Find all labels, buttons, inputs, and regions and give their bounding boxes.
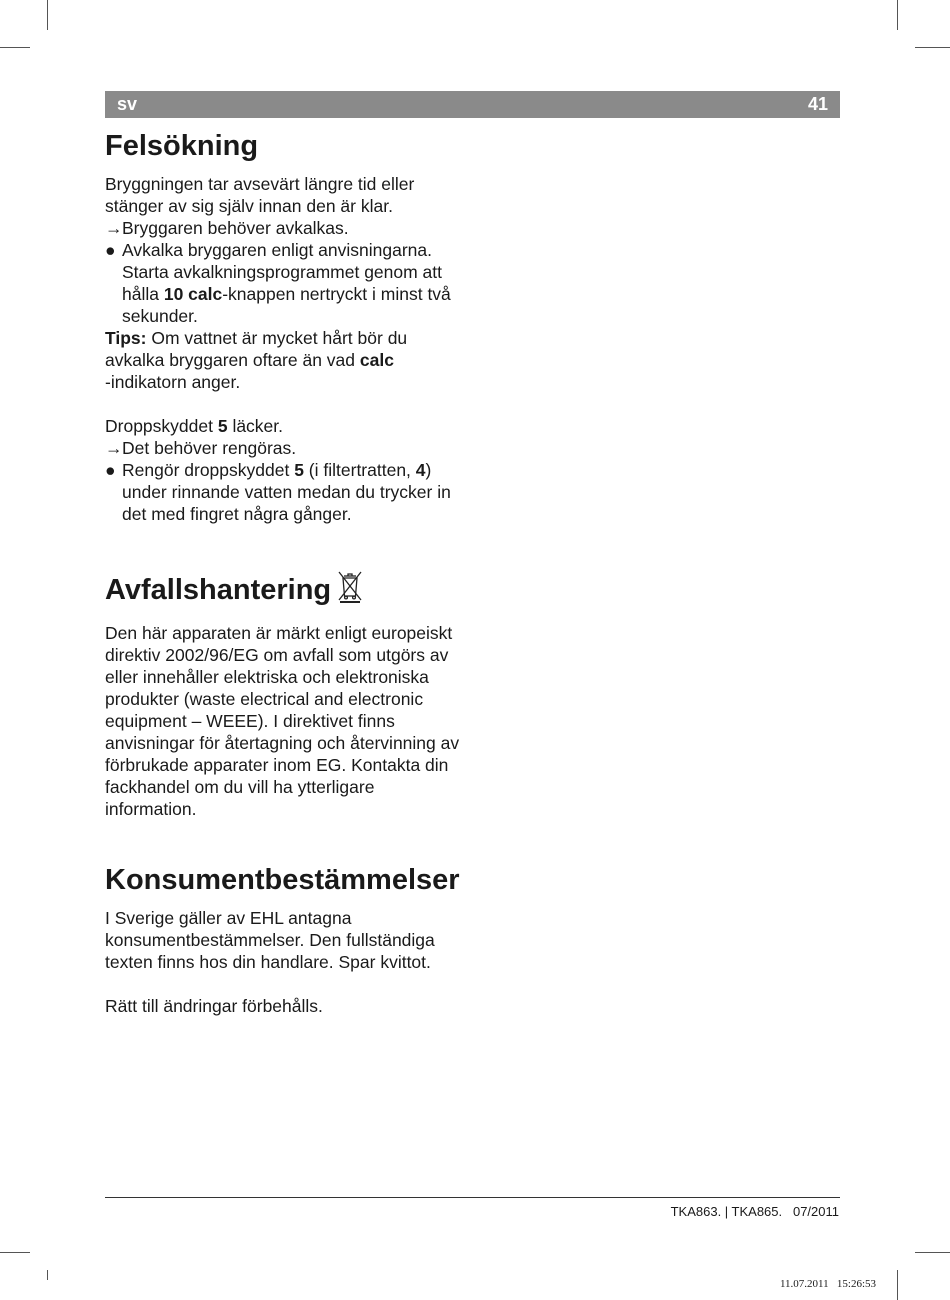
crop-mark: [897, 1270, 898, 1300]
tip-text-end: -indikatorn anger.: [105, 372, 241, 393]
consumer-heading: Konsumentbestämmelser: [105, 863, 460, 896]
cause-1: [105, 217, 470, 239]
crop-mark: [915, 47, 950, 48]
troubleshooting-heading: Felsökning: [105, 130, 259, 162]
footer-divider: [105, 1197, 840, 1198]
language-code: sv: [117, 94, 138, 114]
crop-mark: [897, 0, 898, 30]
remedy-2-text-end: ) under rinnande vatten medan du trycker in det med fingret några gånger.: [122, 460, 451, 525]
arrow-icon: →: [105, 438, 123, 459]
remedy-1-text: Avkalka bryggaren enligt anvisningarna. Starta avkalkningsprogrammet genom att hålla: [122, 240, 443, 305]
consumer-text: I Sverige gäller av EHL antagna konsumentbestämmelser. Den fullständiga texten finns hos din handlare. Spar kvittot.: [105, 908, 435, 973]
tip-text: Om vattnet är mycket hårt bör du avkalka bryggaren oftare än vad: [105, 328, 408, 371]
disposal-text: Den här apparaten är märkt enligt europeiskt direktiv 2002/96/EG om avfall som utgörs av eller innehåller elektriska och elektroniska produkter (waste electrical and electronic equipment – WEEE). I direktivet finns anvisningar för återtagning och återvinning av förbrukade apparater inom EG. Kontakta din fackhandel om du vill ha ytterligare information.: [105, 622, 460, 819]
crop-mark: [0, 1252, 30, 1253]
main-content: [105, 130, 470, 1017]
crop-mark: [47, 0, 48, 30]
cause-2: [105, 437, 470, 459]
problem-2-text: Droppskyddet: [105, 416, 218, 437]
tip-bold: calc: [359, 350, 394, 371]
bullet-icon: ●: [105, 240, 116, 261]
crop-mark: [915, 1252, 950, 1253]
cause-1-text: Bryggaren behöver avkalkas.: [122, 218, 349, 239]
header-bar: [105, 91, 840, 118]
problem-2-bold: 5: [217, 416, 228, 437]
bullet-icon: ●: [105, 460, 116, 481]
disposal-heading: [105, 569, 470, 611]
remedy-2-bold-a: 5: [294, 460, 304, 481]
tip-label: Tips:: [105, 328, 147, 349]
footer-model: TKA863. | TKA865. 07/2011: [670, 1204, 839, 1219]
remedy-1: [105, 239, 470, 327]
page-number: 41: [807, 94, 828, 114]
crop-mark: [47, 1270, 48, 1280]
reservation-text: Rätt till ändringar förbehålls.: [105, 996, 323, 1017]
problem-1-text: Bryggningen tar avsevärt längre tid eller stänger av sig själv innan den är klar.: [105, 174, 415, 217]
remedy-2-bold-b: 4: [415, 460, 426, 481]
cause-2-text: Det behöver rengöras.: [122, 438, 297, 459]
remedy-1-text-end: -knappen nertryckt i minst två sekunder.: [122, 284, 451, 327]
remedy-2-text: Rengör droppskyddet: [122, 460, 295, 481]
arrow-icon: →: [105, 218, 123, 239]
tip: [105, 327, 470, 393]
crop-mark: [0, 47, 30, 48]
remedy-1-bold: 10 calc: [163, 284, 223, 305]
weee-crossed-bin-icon: [337, 569, 363, 611]
remedy-2: [105, 459, 470, 525]
problem-2-text-end: läcker.: [227, 416, 284, 437]
problem-2: [105, 415, 470, 437]
remedy-2-text-mid: (i filtertratten,: [303, 460, 416, 481]
disposal-title: Avfallshantering: [105, 574, 332, 607]
print-timestamp: 11.07.2011 15:26:53: [779, 1278, 876, 1290]
